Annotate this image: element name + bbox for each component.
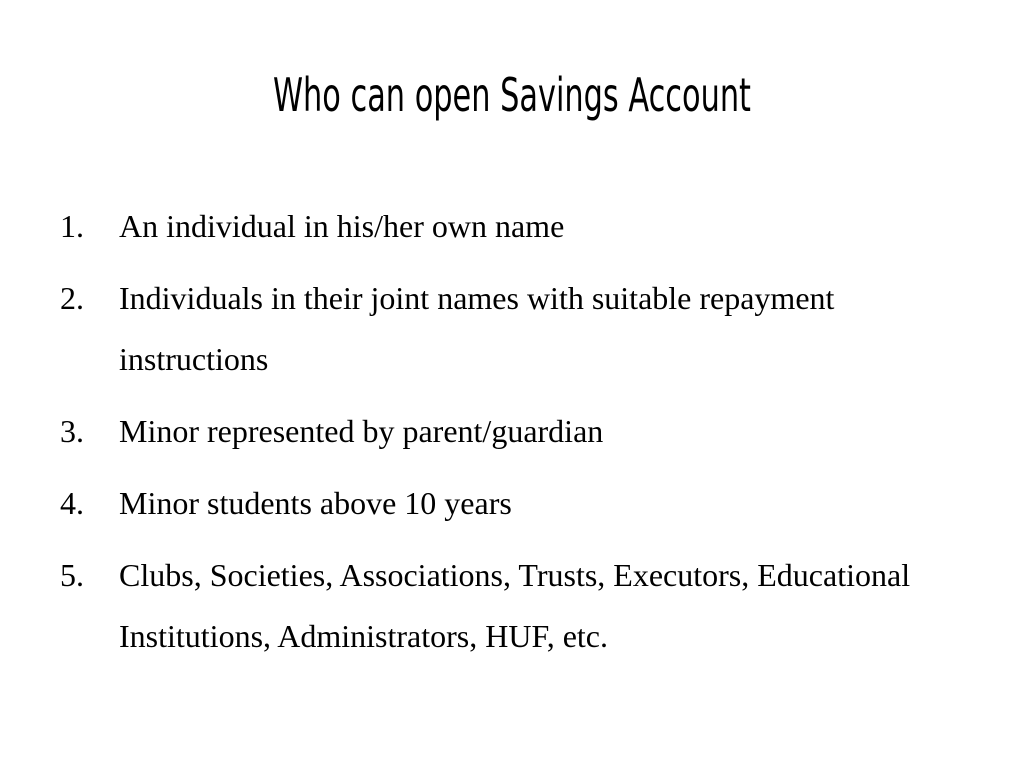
list-item-text: Clubs, Societies, Associations, Trusts, Executors, Educational Institutions, Administrators, HUF, etc. <box>119 557 911 654</box>
list-item <box>60 268 960 390</box>
list-item-text: Minor students above 10 years <box>119 485 512 521</box>
slide-title: Who can open Savings Account <box>273 68 751 122</box>
list-item-text: An individual in his/her own name <box>119 208 565 244</box>
list-item-text: Minor represented by parent/guardian <box>119 413 604 449</box>
list-item-number: 5. <box>60 557 84 593</box>
list-item-number: 3. <box>60 413 84 449</box>
list-item <box>60 545 960 667</box>
list-item <box>60 473 960 534</box>
list-item-number: 1. <box>60 208 84 244</box>
list-item-text: Individuals in their joint names with suitable repayment instructions <box>119 280 835 377</box>
list-item-number: 4. <box>60 485 84 521</box>
list-item <box>60 401 960 462</box>
list-item-number: 2. <box>60 280 84 316</box>
eligibility-list <box>60 196 960 678</box>
list-item <box>60 196 960 257</box>
